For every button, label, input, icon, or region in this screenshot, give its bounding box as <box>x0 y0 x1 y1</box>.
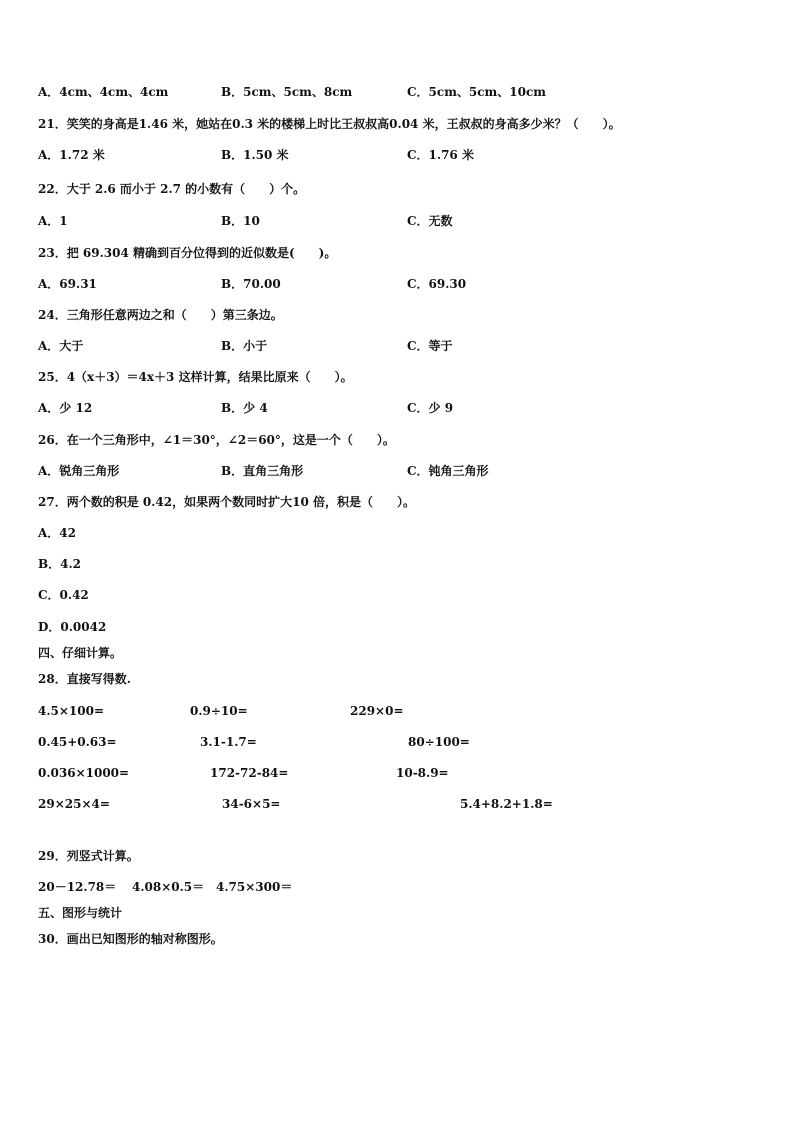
q22-option-b: B．10 <box>221 214 260 228</box>
q28-item: 0.9÷10= <box>190 704 248 718</box>
q28-item: 34-6×5= <box>222 797 281 811</box>
q22-question: 22．大于 2.6 而小于 2.7 的小数有（ ）个。 <box>38 182 306 196</box>
q29-item: 4.08×0.5＝ <box>132 880 205 894</box>
q25-option-a: A．少 12 <box>38 401 93 415</box>
q24-question: 24．三角形任意两边之和（ ）第三条边。 <box>38 308 283 322</box>
q28-item: 4.5×100= <box>38 704 105 718</box>
q28-item: 5.4+8.2+1.8= <box>460 797 553 811</box>
q24-option-a: A．大于 <box>38 339 84 353</box>
q28-item: 29×25×4= <box>38 797 110 811</box>
q26-option-c: C．钝角三角形 <box>407 464 489 478</box>
q24-option-b: B．小于 <box>221 339 268 353</box>
q21-option-b: B．1.50 米 <box>221 148 289 162</box>
q25-option-b: B．少 4 <box>221 401 268 415</box>
section-4-heading: 四、仔细计算。 <box>38 646 123 660</box>
q23-option-a: A．69.31 <box>38 277 97 291</box>
q27-option-b: B．4.2 <box>38 557 82 571</box>
q22-option-c: C．无数 <box>407 214 453 228</box>
q27-option-a: A．42 <box>38 526 77 540</box>
q23-question: 23．把 69.304 精确到百分位得到的近似数是( )。 <box>38 246 337 260</box>
q21-question: 21．笑笑的身高是1.46 米，她站在0.3 米的楼梯上时比王叔叔高0.04 米，王叔叔的身高多少米？（ ）。 <box>38 117 621 131</box>
q29-item: 4.75×300＝ <box>216 880 293 894</box>
q23-option-b: B．70.00 <box>221 277 281 291</box>
q29-item: 20－12.78＝ <box>38 880 117 894</box>
q23-option-c: C．69.30 <box>407 277 467 291</box>
q28-item: 10-8.9= <box>396 766 449 780</box>
q28-item: 80÷100= <box>408 735 470 749</box>
q28-item: 229×0= <box>350 704 404 718</box>
q20-option-a: A．4cm、4cm、4cm <box>38 85 169 99</box>
q29-question: 29．列竖式计算。 <box>38 849 139 863</box>
q28-item: 3.1-1.7= <box>200 735 257 749</box>
q27-question: 27．两个数的积是 0.42，如果两个数同时扩大10 倍，积是（ ）。 <box>38 495 415 509</box>
section-5-heading: 五、图形与统计 <box>38 906 123 920</box>
q28-item: 172-72-84= <box>210 766 289 780</box>
q21-option-c: C．1.76 米 <box>407 148 474 162</box>
q26-option-b: B．直角三角形 <box>221 464 304 478</box>
q26-question: 26．在一个三角形中，∠1＝30°，∠2＝60°，这是一个（ ）。 <box>38 433 395 447</box>
q21-option-a: A．1.72 米 <box>38 148 105 162</box>
q28-item: 0.036×1000= <box>38 766 130 780</box>
q24-option-c: C．等于 <box>407 339 453 353</box>
q20-option-c: C．5cm、5cm、10cm <box>407 85 546 99</box>
q28-question: 28．直接写得数. <box>38 672 131 686</box>
q27-option-c: C．0.42 <box>38 588 89 602</box>
q27-option-d: D．0.0042 <box>38 620 107 634</box>
q26-option-a: A．锐角三角形 <box>38 464 120 478</box>
q30-question: 30．画出已知图形的轴对称图形。 <box>38 932 223 946</box>
q25-option-c: C．少 9 <box>407 401 454 415</box>
q25-question: 25．4（x＋3）＝4x＋3 这样计算，结果比原来（ ）。 <box>38 370 353 384</box>
q22-option-a: A．1 <box>38 214 68 228</box>
q28-item: 0.45+0.63= <box>38 735 117 749</box>
q20-option-b: B．5cm、5cm、8cm <box>221 85 353 99</box>
